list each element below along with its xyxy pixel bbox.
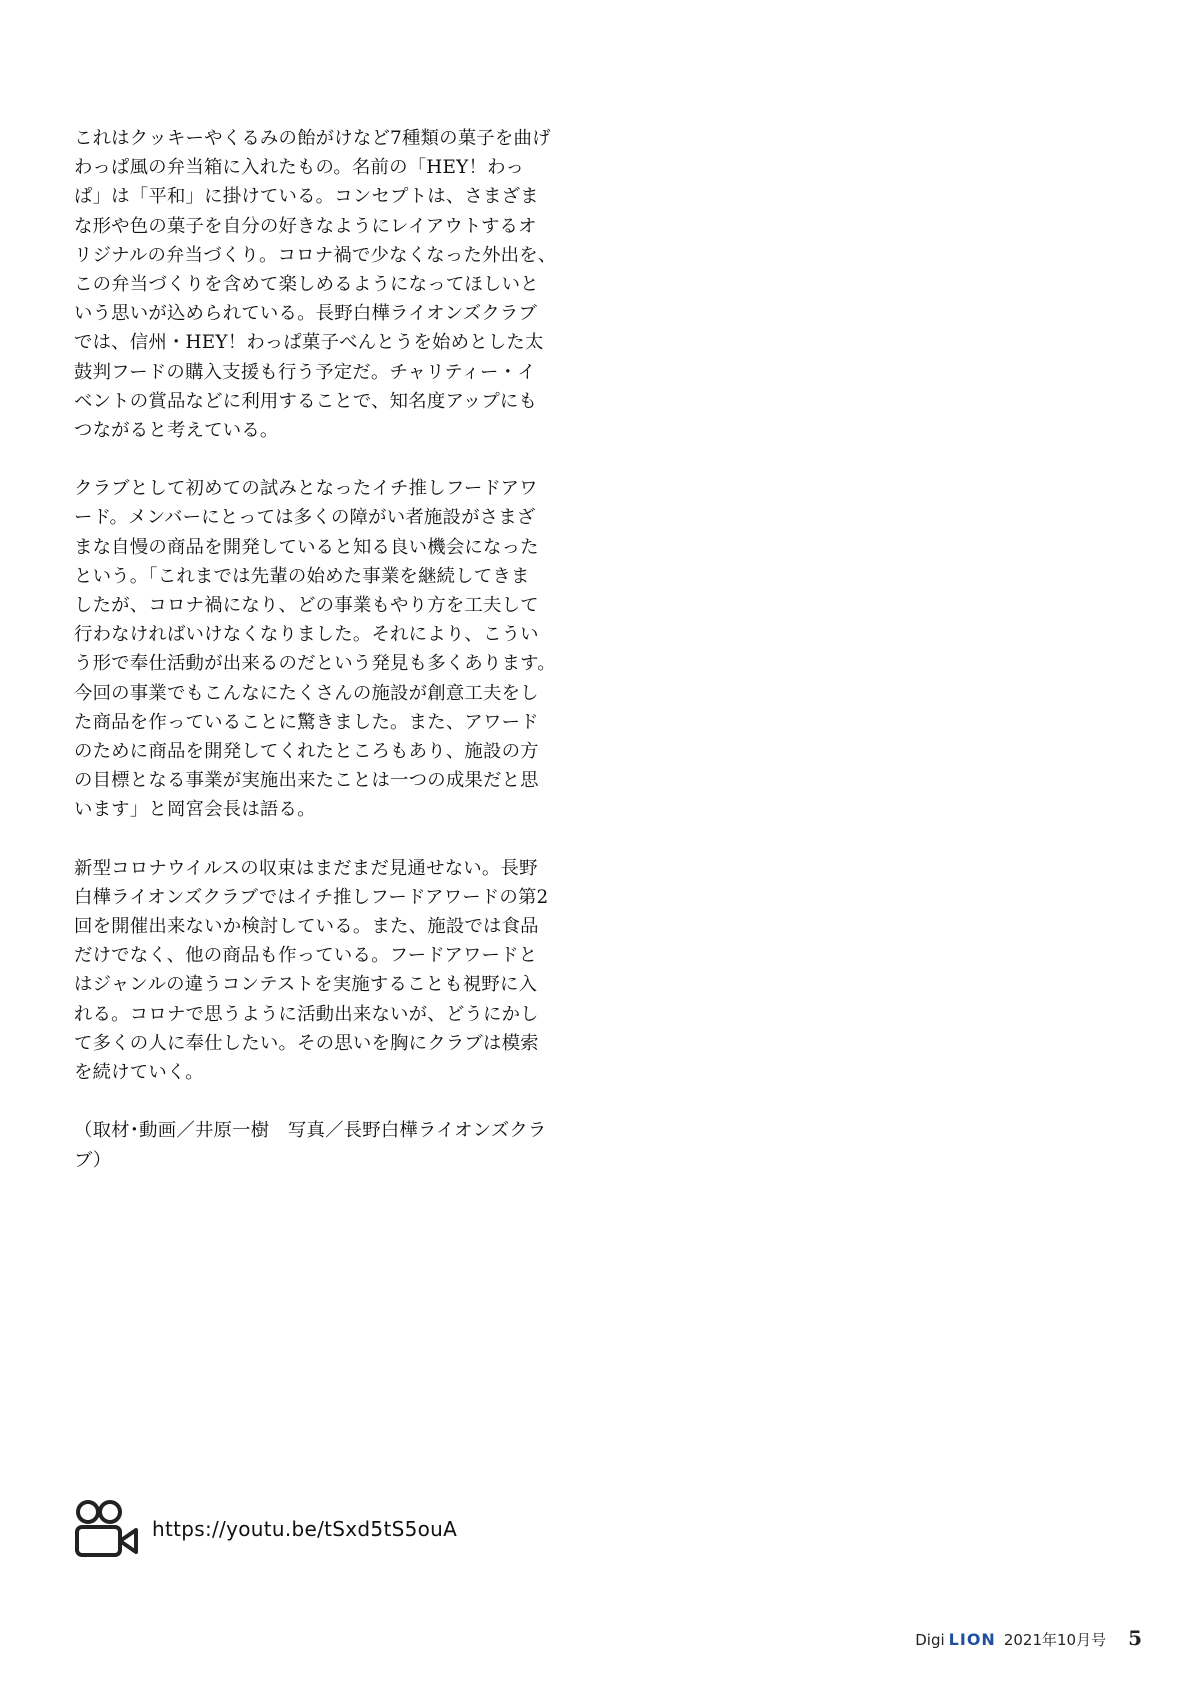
text-line: て多くの人に奉仕したい。その思いを胸にクラブは模索: [74, 1032, 539, 1054]
text-line: ード。メンバーにとっては多くの障がい者施設がさまざ: [74, 507, 536, 529]
text-line: いう思いが込められている。長野白樺ライオンズクラブ: [74, 303, 538, 325]
text-line: まな自慢の商品を開発していると知る良い機会になった: [74, 536, 539, 558]
text-line: わっぱ風の弁当箱に入れたもの。名前の「HEY！わっ: [74, 157, 525, 179]
text-line: はジャンルの違うコンテストを実施することも視野に入: [74, 974, 538, 996]
text-line: 白樺ライオンズクラブではイチ推しフードアワードの第2: [74, 886, 549, 908]
text-line: れる。コロナで思うように活動出来ないが、どうにかし: [74, 1003, 539, 1025]
text-line: ぱ」は「平和」に掛けている。コンセプトは、さまざま: [74, 186, 539, 208]
text-line: 鼓判フードの購入支援も行う予定だ。チャリティー・イ: [74, 361, 536, 383]
footer-brand-prefix: Digi: [915, 1631, 945, 1649]
text-line: これはクッキーやくるみの飴がけなど7種類の菓子を曲げ: [74, 128, 551, 149]
text-line: という。「これまでは先輩の始めた事業を継続してきま: [74, 565, 530, 587]
text-line: クラブとして初めての試みとなったイチ推しフードアワ: [74, 478, 538, 500]
text-line: な形や色の菓子を自分の好きなようにレイアウトするオ: [74, 215, 537, 237]
text-line: を続けていく。: [74, 1062, 204, 1084]
footer-issue: 2021年10月号: [1003, 1631, 1107, 1649]
text-line: の目標となる事業が実施出来たことは一つの成果だと思: [74, 770, 539, 792]
text-line: だけでなく、他の商品も作っている。フードアワードと: [74, 945, 538, 967]
text-line: のために商品を開発してくれたところもあり、施設の方: [74, 741, 539, 763]
text-line: ブ）: [74, 1149, 112, 1171]
article-paragraph-2: [74, 474, 574, 824]
page-number: 5: [1128, 1626, 1142, 1650]
article-credit: [74, 1116, 574, 1174]
footer-brand-name: LION: [948, 1630, 996, 1649]
youtube-link[interactable]: https://youtu.be/tSxd5tS5ouA: [152, 1517, 458, 1541]
article-body: [74, 124, 574, 1204]
text-line: ベントの賞品などに利用することで、知名度アップにも: [74, 390, 538, 412]
page-footer: [915, 1626, 1142, 1650]
text-line: では、信州・HEY！わっぱ菓子べんとうを始めとした太: [74, 332, 544, 354]
text-line: つながると考えている。: [74, 420, 279, 442]
video-link-row: [74, 1500, 457, 1558]
text-line: う形で奉仕活動が出来るのだという発見も多くあります。: [74, 653, 556, 675]
article-paragraph-3: [74, 854, 574, 1088]
text-line: 新型コロナウイルスの収束はまだまだ見通せない。長野: [74, 857, 538, 879]
text-line: います」と岡宮会長は語る。: [74, 799, 316, 821]
text-line: （取材･動画／井原一樹 写真／長野白樺ライオンズクラ: [74, 1120, 547, 1142]
text-line: 行わなければいけなくなりました。それにより、こうい: [74, 624, 539, 646]
text-line: 回を開催出来ないか検討している。また、施設では食品: [74, 916, 539, 938]
text-line: したが、コロナ禍になり、どの事業もやり方を工夫して: [74, 595, 539, 617]
video-camera-icon: [74, 1500, 140, 1558]
text-line: た商品を作っていることに驚きました。また、アワード: [74, 711, 539, 733]
text-line: 今回の事業でもこんなにたくさんの施設が創意工夫をし: [74, 682, 539, 704]
text-line: リジナルの弁当づくり。コロナ禍で少なくなった外出を、: [74, 244, 557, 266]
article-paragraph-1: [74, 124, 574, 445]
text-line: この弁当づくりを含めて楽しめるようになってほしいと: [74, 274, 539, 296]
